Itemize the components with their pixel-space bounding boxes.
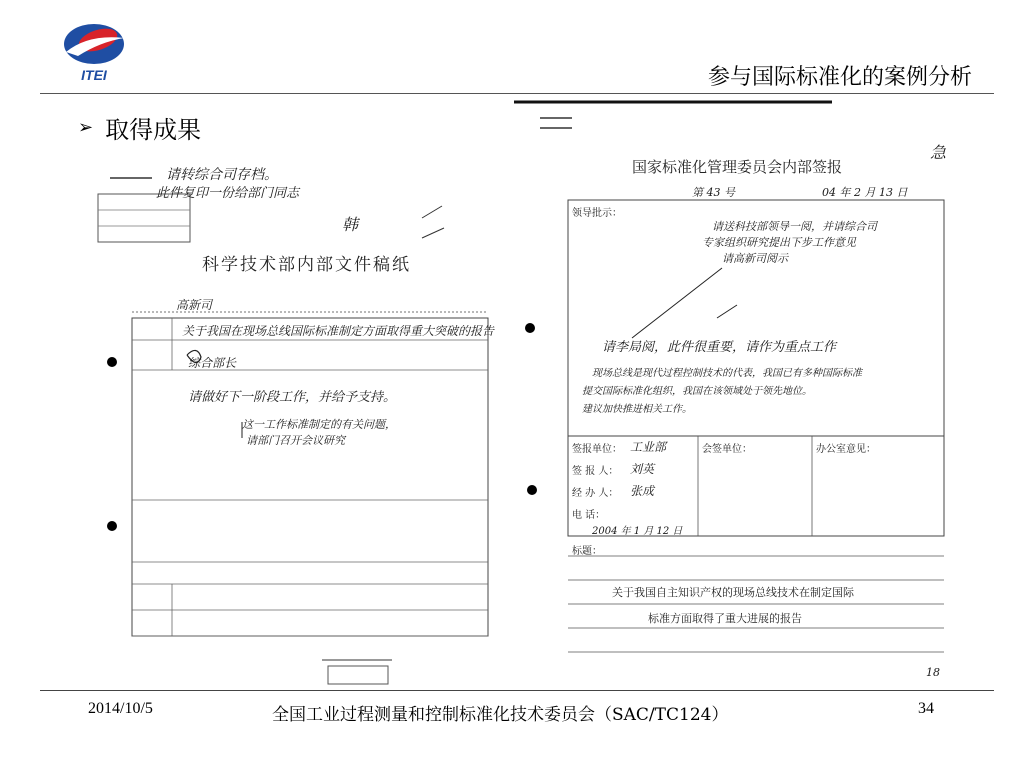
arrow-bullet-icon: ➢ bbox=[78, 117, 94, 138]
footer-org: 全国工业过程测量和控制标准化技术委员会（SAC/TC124） bbox=[272, 705, 729, 725]
footer-date: 2014/10/5 bbox=[88, 700, 153, 717]
logo-text: ITEI bbox=[81, 67, 107, 83]
right-top-mark: 急 bbox=[930, 143, 947, 162]
left-subject: 关于我国在现场总线国际标准制定方面取得重大突破的报告 bbox=[182, 324, 495, 338]
left-note-top2: 此件复印一份给部门同志 bbox=[156, 186, 300, 201]
left-comment3: 请部门召开会议研究 bbox=[246, 434, 345, 447]
itei-logo bbox=[48, 14, 144, 86]
signer-label: 签 报 人： bbox=[572, 466, 619, 477]
page-number: 34 bbox=[918, 700, 934, 717]
top-divider bbox=[40, 93, 994, 94]
bullet-text: 取得成果 bbox=[105, 116, 202, 144]
left-heading: 科学技术部内部文件稿纸 bbox=[202, 255, 411, 275]
left-sender: 高新司 bbox=[176, 298, 213, 312]
leader-note2: 专家组织研究提出下步工作意见 bbox=[702, 236, 856, 249]
date-sign: 2004 年 1 月 12 日 bbox=[592, 526, 683, 537]
signer-value: 刘英 bbox=[630, 462, 655, 476]
right-heading: 国家标准化管理委员会内部签报 bbox=[632, 158, 843, 176]
handler-label: 经 办 人： bbox=[572, 488, 619, 499]
title-line2: 标准方面取得了重大进展的报告 bbox=[648, 612, 802, 625]
right-date: 04 年 2 月 13 日 bbox=[822, 186, 908, 199]
left-comment: 请做好下一阶段工作，并给予支持。 bbox=[188, 390, 397, 405]
scanned-document-left bbox=[92, 160, 510, 690]
phone-label: 电 话： bbox=[572, 510, 606, 521]
bullet-item bbox=[78, 110, 201, 145]
title-line1: 关于我国自主知识产权的现场总线技术在制定国际 bbox=[612, 586, 854, 599]
scanned-document-right bbox=[512, 100, 954, 690]
right-number: 第 43 号 bbox=[692, 186, 735, 199]
main-note4: 建议加快推进相关工作。 bbox=[582, 404, 692, 415]
left-sign-top: 韩 bbox=[342, 215, 359, 234]
left-note-top: 请转综合司存档。 bbox=[166, 167, 278, 183]
left-unit: 综合部长 bbox=[188, 356, 237, 370]
handler-value: 张成 bbox=[630, 484, 655, 498]
co-sign-label: 会签单位： bbox=[702, 444, 752, 455]
main-note3: 提交国际标准化组织，我国在该领域处于领先地位。 bbox=[582, 386, 812, 397]
right-page-mark: 18 bbox=[926, 666, 940, 679]
dept-label: 签报单位： bbox=[572, 444, 622, 455]
leader-note: 请送科技部领导一阅，并请综合司 bbox=[712, 220, 877, 233]
main-note: 请李局阅，此件很重要，请作为重点工作 bbox=[602, 340, 837, 355]
slide-title: 参与国际标准化的案例分析 bbox=[707, 65, 972, 90]
office-label: 办公室意见： bbox=[816, 444, 876, 455]
leader-note3: 请高新司阅示 bbox=[722, 252, 788, 265]
remark-label: 标题： bbox=[572, 546, 602, 557]
main-note2: 现场总线是现代过程控制技术的代表，我国已有多种国际标准 bbox=[592, 368, 862, 379]
bottom-divider bbox=[40, 690, 994, 691]
dept-value: 工业部 bbox=[630, 440, 667, 454]
leader-label: 领导批示： bbox=[572, 208, 622, 219]
left-comment2: 这一工作标准制定的有关问题， bbox=[242, 418, 396, 431]
